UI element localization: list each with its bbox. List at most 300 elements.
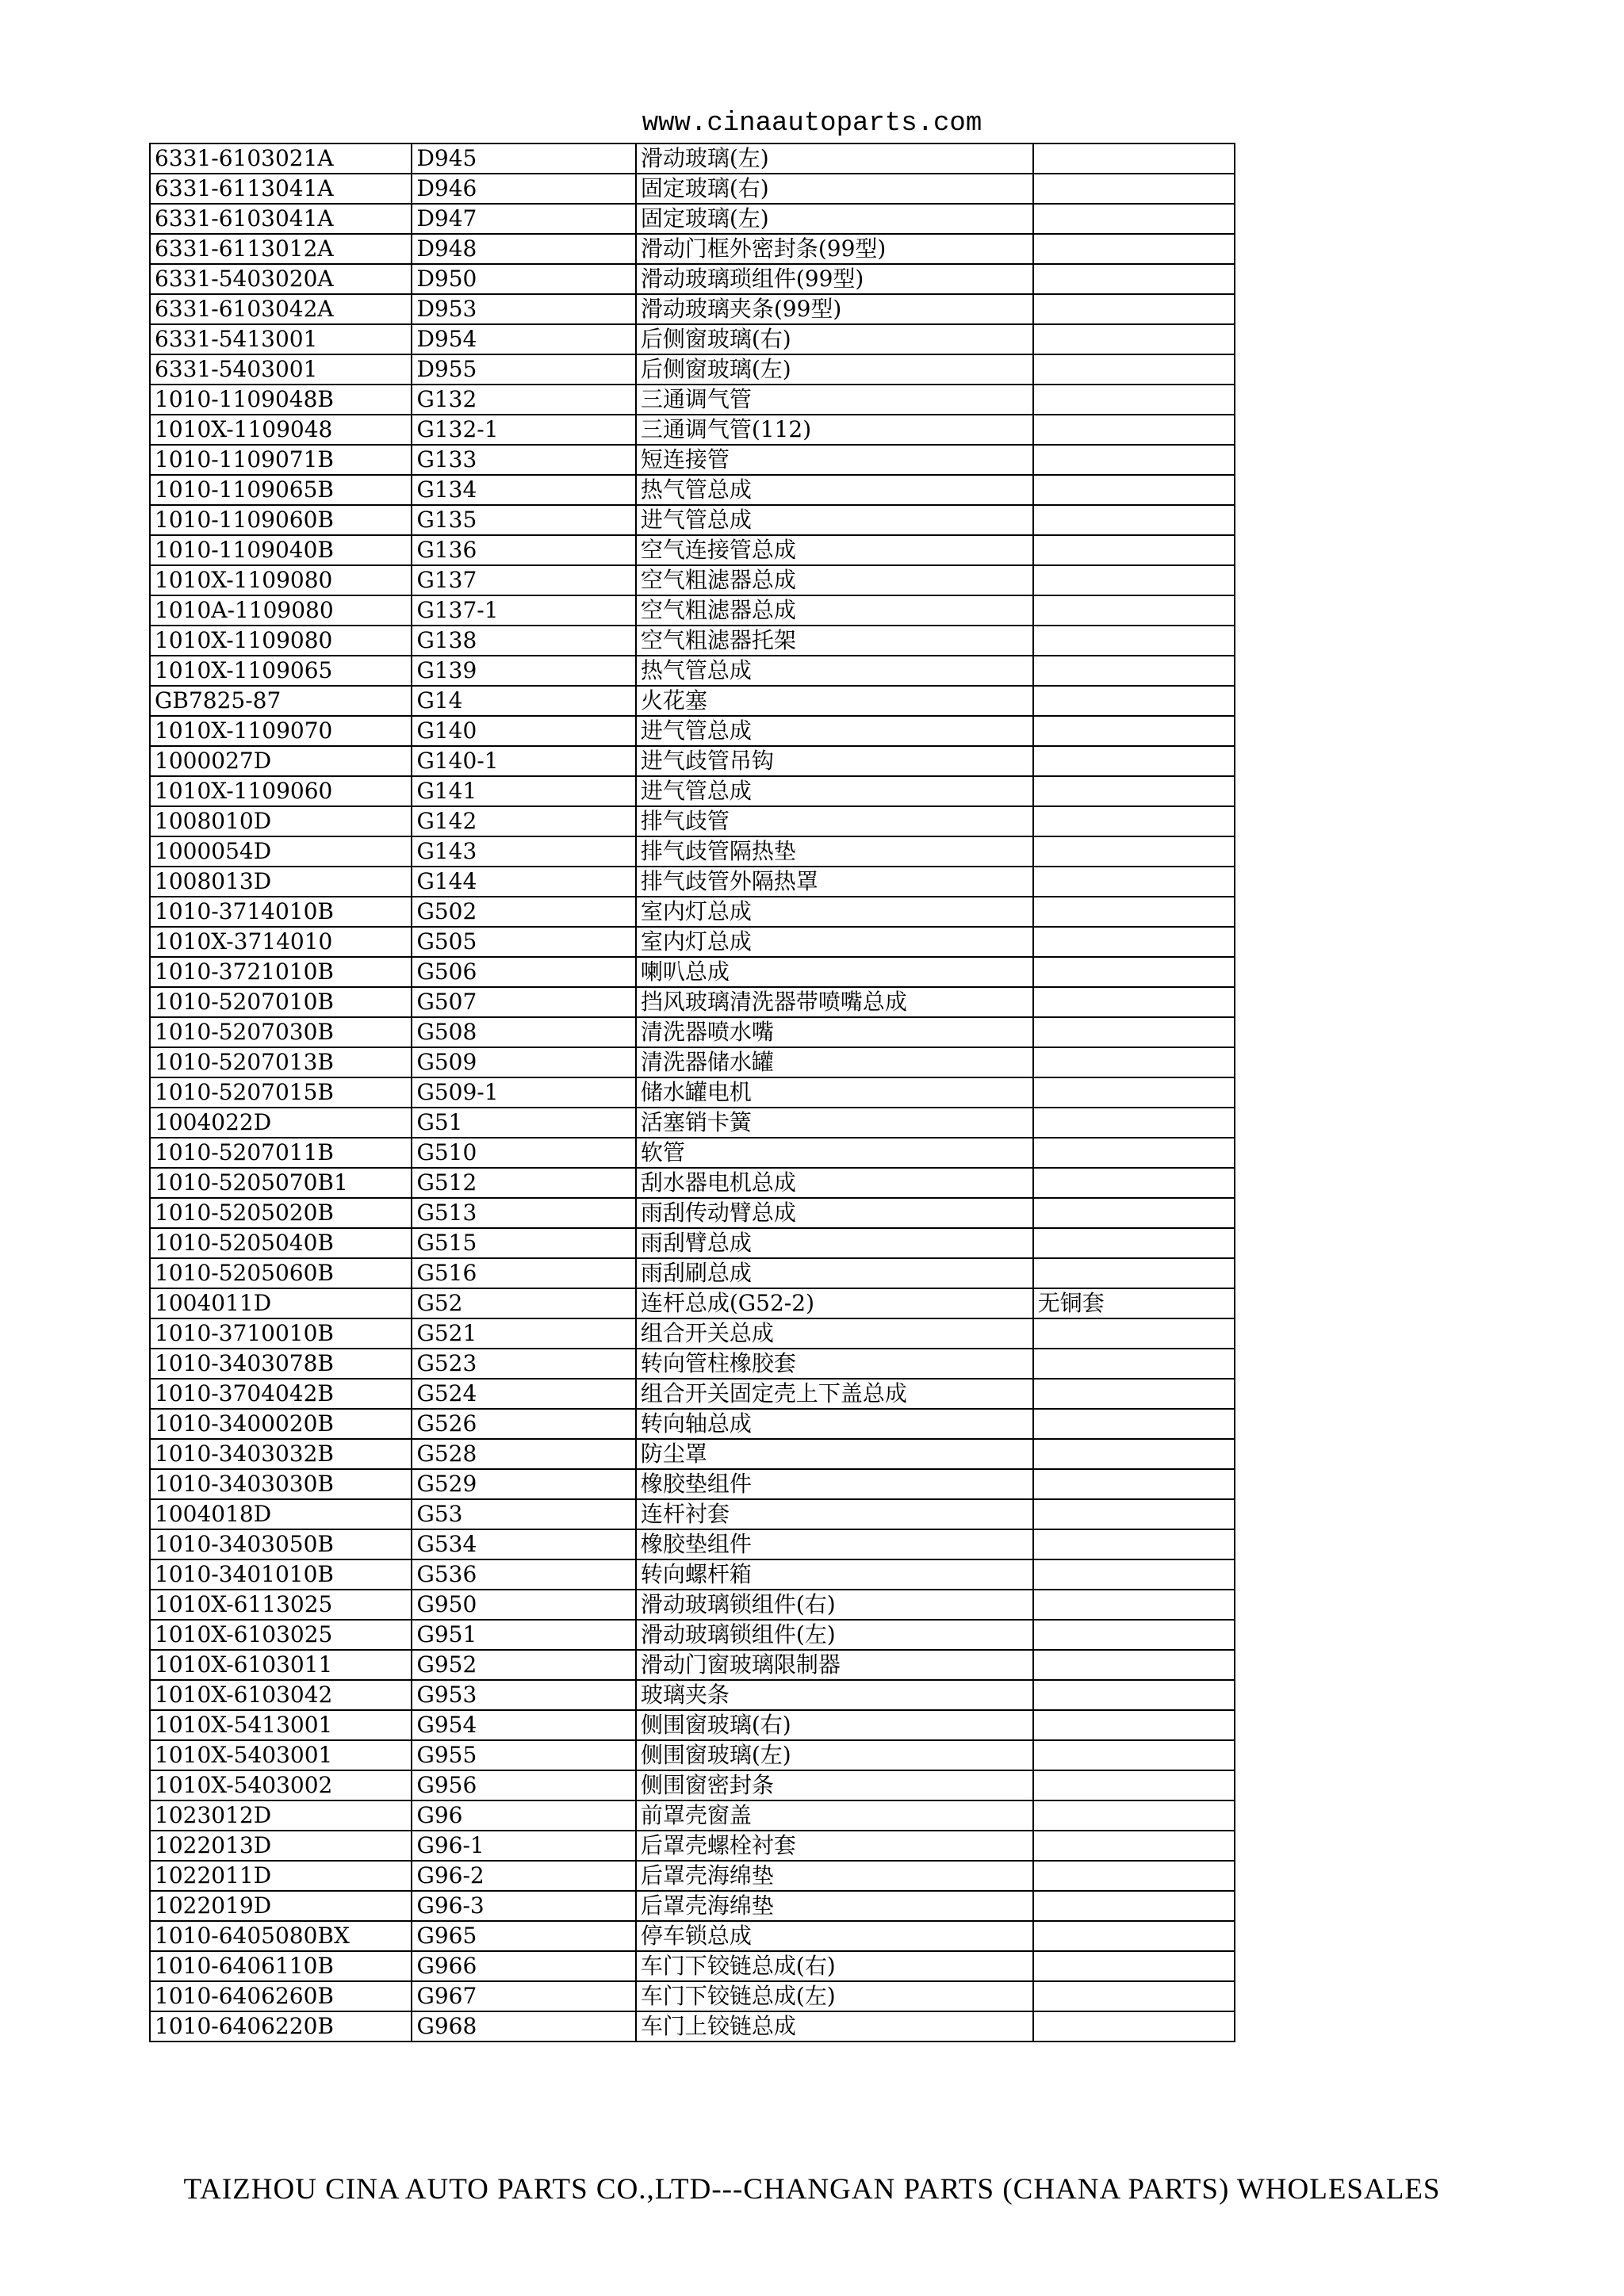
description-cell: 组合开关总成: [636, 1318, 1033, 1349]
code-cell: G506: [412, 957, 635, 987]
table-row: [150, 897, 1235, 927]
code-cell: G135: [412, 505, 635, 535]
table-row: [150, 2011, 1235, 2042]
note-cell: [1033, 1529, 1235, 1559]
description-cell: 短连接管: [636, 445, 1033, 475]
description-cell: 室内灯总成: [636, 897, 1033, 927]
note-cell: [1033, 1891, 1235, 1921]
note-cell: [1033, 1198, 1235, 1228]
table-row: [150, 1318, 1235, 1349]
description-cell: 固定玻璃(左): [636, 204, 1033, 234]
part-number-cell: 1010X-1109080: [150, 626, 412, 656]
description-cell: 滑动玻璃夹条(99型): [636, 294, 1033, 324]
description-cell: 连杆总成(G52-2): [636, 1288, 1033, 1318]
code-cell: G516: [412, 1258, 635, 1288]
description-cell: 进气管总成: [636, 716, 1033, 746]
note-cell: [1033, 2011, 1235, 2042]
table-row: [150, 1198, 1235, 1228]
code-cell: G132: [412, 385, 635, 415]
description-cell: 后罩壳海绵垫: [636, 1861, 1033, 1891]
table-row: [150, 1077, 1235, 1108]
table-row: [150, 806, 1235, 836]
code-cell: G954: [412, 1710, 635, 1740]
code-cell: G138: [412, 626, 635, 656]
table-row: [150, 1891, 1235, 1921]
note-cell: [1033, 144, 1235, 174]
description-cell: 滑动玻璃琐组件(99型): [636, 264, 1033, 294]
note-cell: [1033, 234, 1235, 264]
description-cell: 转向轴总成: [636, 1409, 1033, 1439]
parts-table: [149, 143, 1235, 2042]
table-row: [150, 415, 1235, 445]
description-cell: 空气粗滤器总成: [636, 595, 1033, 626]
table-row: [150, 1258, 1235, 1288]
part-number-cell: 1010-5205020B: [150, 1198, 412, 1228]
table-row: [150, 475, 1235, 505]
part-number-cell: 1022013D: [150, 1831, 412, 1861]
part-number-cell: 1010-6405080BX: [150, 1921, 412, 1951]
part-number-cell: 1010-6406110B: [150, 1951, 412, 1981]
table-row: [150, 1680, 1235, 1710]
part-number-cell: 1010-6406260B: [150, 1981, 412, 2011]
note-cell: [1033, 686, 1235, 716]
table-row: [150, 1017, 1235, 1047]
code-cell: G53: [412, 1499, 635, 1529]
note-cell: [1033, 626, 1235, 656]
part-number-cell: 1022019D: [150, 1891, 412, 1921]
part-number-cell: 1010X-6103025: [150, 1620, 412, 1650]
note-cell: [1033, 385, 1235, 415]
part-number-cell: 1010-3403030B: [150, 1469, 412, 1499]
table-row: [150, 1590, 1235, 1620]
code-cell: G133: [412, 445, 635, 475]
table-row: [150, 294, 1235, 324]
note-cell: [1033, 716, 1235, 746]
description-cell: 车门下铰链总成(左): [636, 1981, 1033, 2011]
description-cell: 侧围窗密封条: [636, 1770, 1033, 1800]
table-row: [150, 1108, 1235, 1138]
description-cell: 组合开关固定壳上下盖总成: [636, 1379, 1033, 1409]
code-cell: G515: [412, 1228, 635, 1258]
part-number-cell: 6331-6103041A: [150, 204, 412, 234]
code-cell: G965: [412, 1921, 635, 1951]
note-cell: [1033, 1861, 1235, 1891]
code-cell: G502: [412, 897, 635, 927]
description-cell: 橡胶垫组件: [636, 1529, 1033, 1559]
table-row: [150, 1981, 1235, 2011]
part-number-cell: 6331-6103021A: [150, 144, 412, 174]
part-number-cell: 1010X-1109048: [150, 415, 412, 445]
note-cell: [1033, 475, 1235, 505]
table-row: [150, 1740, 1235, 1770]
note-cell: [1033, 1318, 1235, 1349]
part-number-cell: 1000054D: [150, 836, 412, 867]
table-row: [150, 1138, 1235, 1168]
parts-table-body: [150, 144, 1235, 2042]
note-cell: [1033, 1921, 1235, 1951]
note-cell: [1033, 1258, 1235, 1288]
part-number-cell: 1010X-1109060: [150, 776, 412, 806]
code-cell: G136: [412, 535, 635, 565]
description-cell: 防尘罩: [636, 1439, 1033, 1469]
code-cell: G96-3: [412, 1891, 635, 1921]
part-number-cell: 1010-3403078B: [150, 1349, 412, 1379]
description-cell: 热气管总成: [636, 656, 1033, 686]
part-number-cell: 1000027D: [150, 746, 412, 776]
description-cell: 排气歧管: [636, 806, 1033, 836]
description-cell: 空气粗滤器总成: [636, 565, 1033, 595]
note-cell: [1033, 565, 1235, 595]
description-cell: 进气管总成: [636, 776, 1033, 806]
code-cell: G137: [412, 565, 635, 595]
table-row: [150, 535, 1235, 565]
code-cell: G505: [412, 927, 635, 957]
code-cell: G140: [412, 716, 635, 746]
part-number-cell: 1023012D: [150, 1800, 412, 1831]
part-number-cell: 1010X-5403002: [150, 1770, 412, 1800]
code-cell: G139: [412, 656, 635, 686]
table-row: [150, 1499, 1235, 1529]
description-cell: 侧围窗玻璃(右): [636, 1710, 1033, 1740]
note-cell: [1033, 1831, 1235, 1861]
note-cell: [1033, 1409, 1235, 1439]
note-cell: [1033, 1349, 1235, 1379]
code-cell: G132-1: [412, 415, 635, 445]
note-cell: [1033, 1439, 1235, 1469]
part-number-cell: 1022011D: [150, 1861, 412, 1891]
note-cell: [1033, 1800, 1235, 1831]
part-number-cell: 1010A-1109080: [150, 595, 412, 626]
note-cell: [1033, 1138, 1235, 1168]
table-row: [150, 1831, 1235, 1861]
note-cell: [1033, 656, 1235, 686]
description-cell: 清洗器喷水嘴: [636, 1017, 1033, 1047]
note-cell: [1033, 836, 1235, 867]
part-number-cell: 1010X-6103011: [150, 1650, 412, 1680]
note-cell: [1033, 867, 1235, 897]
note-cell: [1033, 445, 1235, 475]
note-cell: [1033, 1228, 1235, 1258]
part-number-cell: 1010-3401010B: [150, 1559, 412, 1590]
description-cell: 后罩壳海绵垫: [636, 1891, 1033, 1921]
code-cell: D946: [412, 174, 635, 204]
part-number-cell: 1004022D: [150, 1108, 412, 1138]
code-cell: G966: [412, 1951, 635, 1981]
code-cell: G140-1: [412, 746, 635, 776]
description-cell: 前罩壳窗盖: [636, 1800, 1033, 1831]
part-number-cell: 1010-5205060B: [150, 1258, 412, 1288]
table-row: [150, 385, 1235, 415]
table-row: [150, 1650, 1235, 1680]
table-row: [150, 1921, 1235, 1951]
description-cell: 车门上铰链总成: [636, 2011, 1033, 2042]
code-cell: D950: [412, 264, 635, 294]
note-cell: [1033, 1951, 1235, 1981]
part-number-cell: 1010X-3714010: [150, 927, 412, 957]
note-cell: [1033, 1981, 1235, 2011]
code-cell: D948: [412, 234, 635, 264]
part-number-cell: 1010X-1109070: [150, 716, 412, 746]
table-row: [150, 867, 1235, 897]
table-row: [150, 746, 1235, 776]
description-cell: 排气歧管外隔热罩: [636, 867, 1033, 897]
code-cell: G968: [412, 2011, 635, 2042]
description-cell: 排气歧管隔热垫: [636, 836, 1033, 867]
website-url: www.cinaautoparts.com: [642, 109, 982, 139]
table-row: [150, 1047, 1235, 1077]
note-cell: [1033, 174, 1235, 204]
code-cell: G521: [412, 1318, 635, 1349]
code-cell: G526: [412, 1409, 635, 1439]
table-row: [150, 1168, 1235, 1198]
description-cell: 滑动玻璃(左): [636, 144, 1033, 174]
note-cell: [1033, 1710, 1235, 1740]
note-cell: [1033, 595, 1235, 626]
note-cell: [1033, 1770, 1235, 1800]
description-cell: 雨刮传动臂总成: [636, 1198, 1033, 1228]
part-number-cell: 1010X-1109080: [150, 565, 412, 595]
code-cell: D954: [412, 324, 635, 354]
note-cell: [1033, 806, 1235, 836]
note-cell: [1033, 776, 1235, 806]
table-row: [150, 324, 1235, 354]
code-cell: G142: [412, 806, 635, 836]
note-cell: [1033, 1379, 1235, 1409]
note-cell: [1033, 415, 1235, 445]
code-cell: D945: [412, 144, 635, 174]
code-cell: G510: [412, 1138, 635, 1168]
code-cell: G524: [412, 1379, 635, 1409]
part-number-cell: 1010X-5413001: [150, 1710, 412, 1740]
part-number-cell: 1008013D: [150, 867, 412, 897]
part-number-cell: 6331-6113041A: [150, 174, 412, 204]
code-cell: G509: [412, 1047, 635, 1077]
code-cell: G512: [412, 1168, 635, 1198]
table-row: [150, 686, 1235, 716]
code-cell: G51: [412, 1108, 635, 1138]
part-number-cell: 6331-5403020A: [150, 264, 412, 294]
note-cell: [1033, 987, 1235, 1017]
part-number-cell: 1010-1109040B: [150, 535, 412, 565]
table-row: [150, 1770, 1235, 1800]
part-number-cell: 6331-5413001: [150, 324, 412, 354]
code-cell: G523: [412, 1349, 635, 1379]
note-cell: [1033, 294, 1235, 324]
part-number-cell: 1010-6406220B: [150, 2011, 412, 2042]
note-cell: [1033, 535, 1235, 565]
description-cell: 转向螺杆箱: [636, 1559, 1033, 1590]
table-row: [150, 656, 1235, 686]
code-cell: G956: [412, 1770, 635, 1800]
table-row: [150, 174, 1235, 204]
code-cell: G513: [412, 1198, 635, 1228]
code-cell: G96: [412, 1800, 635, 1831]
note-cell: [1033, 1680, 1235, 1710]
part-number-cell: 1010-5205040B: [150, 1228, 412, 1258]
part-number-cell: 1010-3400020B: [150, 1409, 412, 1439]
description-cell: 雨刮刷总成: [636, 1258, 1033, 1288]
table-row: [150, 1861, 1235, 1891]
table-row: [150, 1951, 1235, 1981]
code-cell: G137-1: [412, 595, 635, 626]
note-cell: [1033, 1620, 1235, 1650]
part-number-cell: 1010-3403050B: [150, 1529, 412, 1559]
code-cell: G950: [412, 1590, 635, 1620]
description-cell: 三通调气管: [636, 385, 1033, 415]
description-cell: 清洗器储水罐: [636, 1047, 1033, 1077]
description-cell: 进气歧管吊钩: [636, 746, 1033, 776]
description-cell: 后罩壳螺栓衬套: [636, 1831, 1033, 1861]
code-cell: G14: [412, 686, 635, 716]
table-row: [150, 927, 1235, 957]
description-cell: 滑动门框外密封条(99型): [636, 234, 1033, 264]
table-row: [150, 264, 1235, 294]
description-cell: 停车锁总成: [636, 1921, 1033, 1951]
part-number-cell: 1010X-5403001: [150, 1740, 412, 1770]
part-number-cell: 6331-6113012A: [150, 234, 412, 264]
part-number-cell: 1010-3704042B: [150, 1379, 412, 1409]
description-cell: 空气粗滤器托架: [636, 626, 1033, 656]
table-row: [150, 354, 1235, 385]
table-row: [150, 1620, 1235, 1650]
description-cell: 车门下铰链总成(右): [636, 1951, 1033, 1981]
description-cell: 室内灯总成: [636, 927, 1033, 957]
part-number-cell: 1010-1109071B: [150, 445, 412, 475]
table-row: [150, 1529, 1235, 1559]
part-number-cell: 1004011D: [150, 1288, 412, 1318]
table-row: [150, 1409, 1235, 1439]
part-number-cell: 1010-3710010B: [150, 1318, 412, 1349]
table-row: [150, 776, 1235, 806]
note-cell: [1033, 324, 1235, 354]
description-cell: 三通调气管(112): [636, 415, 1033, 445]
part-number-cell: 6331-5403001: [150, 354, 412, 385]
note-cell: [1033, 1559, 1235, 1590]
code-cell: G528: [412, 1439, 635, 1469]
note-cell: 无铜套: [1033, 1288, 1235, 1318]
table-row: [150, 1800, 1235, 1831]
code-cell: D953: [412, 294, 635, 324]
description-cell: 刮水器电机总成: [636, 1168, 1033, 1198]
part-number-cell: 1010-5205070B1: [150, 1168, 412, 1198]
table-row: [150, 1379, 1235, 1409]
table-row: [150, 1469, 1235, 1499]
table-row: [150, 1439, 1235, 1469]
part-number-cell: 6331-6103042A: [150, 294, 412, 324]
description-cell: 雨刮臂总成: [636, 1228, 1033, 1258]
description-cell: 喇叭总成: [636, 957, 1033, 987]
code-cell: G953: [412, 1680, 635, 1710]
description-cell: 空气连接管总成: [636, 535, 1033, 565]
part-number-cell: 1010-3403032B: [150, 1439, 412, 1469]
note-cell: [1033, 1650, 1235, 1680]
code-cell: G96-2: [412, 1861, 635, 1891]
note-cell: [1033, 264, 1235, 294]
description-cell: 滑动门窗玻璃限制器: [636, 1650, 1033, 1680]
part-number-cell: 1010-5207015B: [150, 1077, 412, 1108]
table-row: [150, 1559, 1235, 1590]
part-number-cell: 1010-5207011B: [150, 1138, 412, 1168]
description-cell: 固定玻璃(右): [636, 174, 1033, 204]
code-cell: G509-1: [412, 1077, 635, 1108]
note-cell: [1033, 505, 1235, 535]
code-cell: G534: [412, 1529, 635, 1559]
table-row: [150, 144, 1235, 174]
part-number-cell: 1010-3721010B: [150, 957, 412, 987]
part-number-cell: 1004018D: [150, 1499, 412, 1529]
note-cell: [1033, 1168, 1235, 1198]
description-cell: 热气管总成: [636, 475, 1033, 505]
code-cell: G536: [412, 1559, 635, 1590]
note-cell: [1033, 927, 1235, 957]
code-cell: D947: [412, 204, 635, 234]
part-number-cell: 1010-5207013B: [150, 1047, 412, 1077]
note-cell: [1033, 1047, 1235, 1077]
description-cell: 转向管柱橡胶套: [636, 1349, 1033, 1379]
code-cell: G507: [412, 987, 635, 1017]
note-cell: [1033, 1077, 1235, 1108]
note-cell: [1033, 354, 1235, 385]
note-cell: [1033, 1469, 1235, 1499]
table-row: [150, 716, 1235, 746]
code-cell: G134: [412, 475, 635, 505]
note-cell: [1033, 897, 1235, 927]
code-cell: G508: [412, 1017, 635, 1047]
table-row: [150, 836, 1235, 867]
part-number-cell: 1010X-6103042: [150, 1680, 412, 1710]
company-footer: TAIZHOU CINA AUTO PARTS CO.,LTD---CHANGAN PARTS (CHANA PARTS) WHOLESALES: [183, 2173, 1441, 2206]
description-cell: 滑动玻璃锁组件(左): [636, 1620, 1033, 1650]
table-row: [150, 626, 1235, 656]
part-number-cell: 1010-1109065B: [150, 475, 412, 505]
part-number-cell: 1008010D: [150, 806, 412, 836]
code-cell: G952: [412, 1650, 635, 1680]
part-number-cell: 1010X-1109065: [150, 656, 412, 686]
note-cell: [1033, 1108, 1235, 1138]
description-cell: 后侧窗玻璃(左): [636, 354, 1033, 385]
part-number-cell: 1010-1109048B: [150, 385, 412, 415]
table-row: [150, 957, 1235, 987]
table-row: [150, 987, 1235, 1017]
part-number-cell: 1010-3714010B: [150, 897, 412, 927]
note-cell: [1033, 1740, 1235, 1770]
description-cell: 后侧窗玻璃(右): [636, 324, 1033, 354]
note-cell: [1033, 1499, 1235, 1529]
table-row: [150, 445, 1235, 475]
code-cell: G955: [412, 1740, 635, 1770]
description-cell: 火花塞: [636, 686, 1033, 716]
description-cell: 侧围窗玻璃(左): [636, 1740, 1033, 1770]
code-cell: D955: [412, 354, 635, 385]
note-cell: [1033, 746, 1235, 776]
table-row: [150, 595, 1235, 626]
description-cell: 进气管总成: [636, 505, 1033, 535]
note-cell: [1033, 957, 1235, 987]
code-cell: G143: [412, 836, 635, 867]
code-cell: G529: [412, 1469, 635, 1499]
description-cell: 橡胶垫组件: [636, 1469, 1033, 1499]
description-cell: 软管: [636, 1138, 1033, 1168]
note-cell: [1033, 1590, 1235, 1620]
code-cell: G144: [412, 867, 635, 897]
description-cell: 连杆衬套: [636, 1499, 1033, 1529]
part-number-cell: 1010X-6113025: [150, 1590, 412, 1620]
code-cell: G141: [412, 776, 635, 806]
table-row: [150, 565, 1235, 595]
note-cell: [1033, 1017, 1235, 1047]
part-number-cell: 1010-5207010B: [150, 987, 412, 1017]
table-row: [150, 1710, 1235, 1740]
